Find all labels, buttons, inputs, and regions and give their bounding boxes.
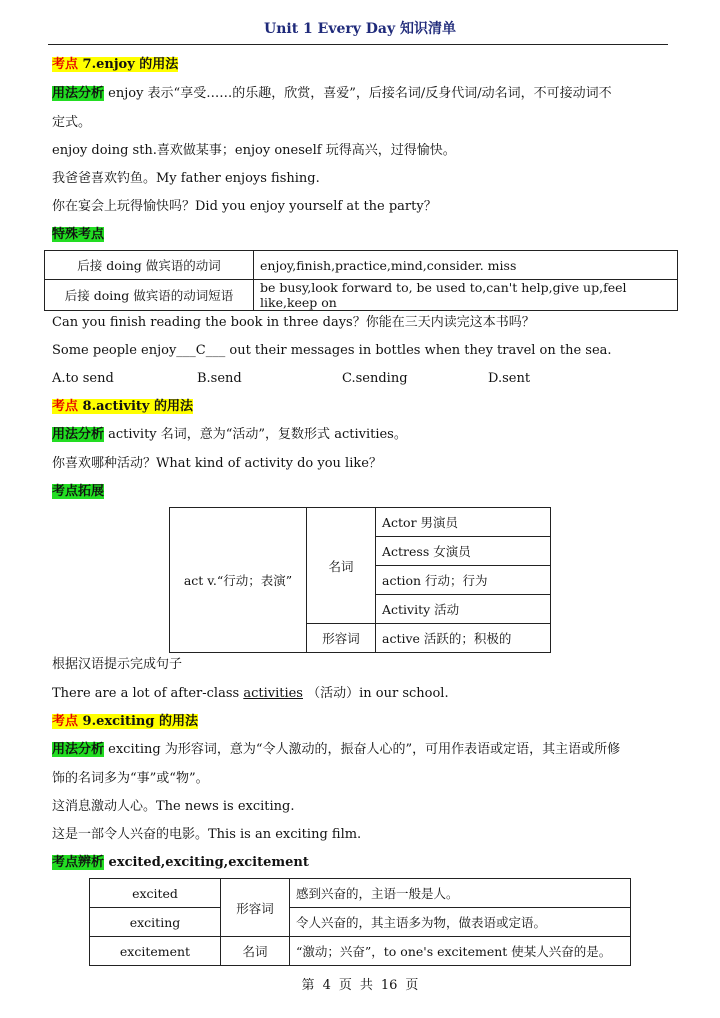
section-7-title: 7.enjoy 的用法 bbox=[78, 57, 179, 72]
section-9-title-highlight bbox=[52, 714, 198, 729]
option-d: D.sent bbox=[488, 371, 531, 386]
doing-verbs-table bbox=[44, 250, 678, 311]
act-word-family-table bbox=[169, 507, 551, 653]
table-cell-value: Activity 活动 bbox=[376, 595, 551, 624]
option-a: A.to send bbox=[52, 371, 114, 386]
option-b: B.send bbox=[197, 371, 242, 386]
section-7-title-highlight bbox=[52, 57, 178, 72]
example-line: 你在宴会上玩得愉快吗？Did you enjoy yourself at the party？ bbox=[52, 199, 437, 214]
example-line: 我爸爸喜欢钓鱼。My father enjoys fishing. bbox=[52, 171, 320, 186]
current-page: 4 bbox=[322, 978, 331, 993]
footer-text: 页 bbox=[405, 978, 419, 993]
special-tag: 特殊考点 bbox=[52, 227, 105, 242]
table-row bbox=[45, 251, 678, 280]
section-8-title: 8.activity 的用法 bbox=[78, 399, 193, 414]
example-line: 这消息激动人心。The news is exciting. bbox=[52, 799, 295, 814]
task-instruction: 根据汉语提示完成句子 bbox=[52, 657, 183, 672]
table-row bbox=[170, 508, 551, 537]
option-c: C.sending bbox=[342, 371, 408, 386]
adj-label-cell: 形容词 bbox=[307, 624, 376, 653]
table-cell-value: enjoy,finish,practice,mind,consider. miss bbox=[254, 251, 678, 280]
example-line: 这是一部令人兴奋的电影。This is an exciting film. bbox=[52, 827, 362, 842]
meaning-cell: 令人兴奋的，其主语多为物，做表语或定语。 bbox=[290, 908, 631, 937]
example-line: enjoy doing sth.喜欢做某事；enjoy oneself 玩得高兴，过得愉快。 bbox=[52, 143, 456, 158]
kaodian-label: 考点 bbox=[52, 714, 79, 729]
analysis-tag: 用法分析 bbox=[52, 742, 105, 757]
section-9-analysis-cont: 饰的名词多为“事”或“物”。 bbox=[52, 771, 209, 786]
answer-blank: activities bbox=[243, 686, 303, 701]
example-line: 你喜欢哪种活动？What kind of activity do you like？ bbox=[52, 456, 382, 471]
section-7-heading bbox=[52, 55, 672, 75]
analysis-tag: 用法分析 bbox=[52, 427, 105, 442]
section-7-analysis bbox=[52, 84, 672, 104]
table-cell-value: Actor 男演员 bbox=[376, 508, 551, 537]
sentence-end: （活动）in our school. bbox=[302, 686, 449, 701]
section-7-analysis-cont: 定式。 bbox=[52, 115, 92, 130]
section-9-analysis bbox=[52, 740, 672, 760]
footer-text: 共 bbox=[359, 978, 373, 993]
page-footer bbox=[0, 974, 720, 993]
analysis-text: exciting 为形容词，意为“令人激动的，振奋人心的”，可用作表语或定语，其主语或所修 bbox=[104, 742, 621, 757]
word-cell: excited bbox=[90, 879, 221, 908]
analysis-text: activity 名词，意为“活动”，复数形式 activities。 bbox=[104, 427, 407, 442]
page-title: Unit 1 Every Day 知识清单 bbox=[264, 21, 456, 37]
total-pages: 16 bbox=[380, 978, 398, 993]
kaodian-label: 考点 bbox=[52, 57, 79, 72]
compare-words: excited,exciting,excitement bbox=[104, 855, 309, 870]
pos-cell: 名词 bbox=[221, 937, 290, 966]
root-word-cell: act v.“行动；表演” bbox=[170, 508, 307, 653]
table-row bbox=[90, 937, 631, 966]
table-cell-value: action 行动；行为 bbox=[376, 566, 551, 595]
table-cell-value: Actress 女演员 bbox=[376, 537, 551, 566]
meaning-cell: “激动；兴奋”，to one's excitement 使某人兴奋的是。 bbox=[290, 937, 631, 966]
noun-label-cell: 名词 bbox=[307, 508, 376, 624]
table-cell-label: 后接 doing 做宾语的动词短语 bbox=[45, 280, 254, 311]
meaning-cell: 感到兴奋的，主语一般是人。 bbox=[290, 879, 631, 908]
exercise-question: Some people enjoy___C___ out their messages in bottles when they travel on the sea. bbox=[52, 343, 612, 358]
table-row bbox=[90, 908, 631, 937]
kaodian-label: 考点 bbox=[52, 399, 79, 414]
word-cell: excitement bbox=[90, 937, 221, 966]
table-row bbox=[90, 879, 631, 908]
table-cell-value: active 活跃的；积极的 bbox=[376, 624, 551, 653]
expand-tag-line bbox=[52, 482, 672, 502]
pos-cell: 形容词 bbox=[221, 879, 290, 937]
section-8-heading bbox=[52, 397, 672, 417]
section-8-analysis bbox=[52, 425, 672, 445]
analysis-text: enjoy 表示“享受……的乐趣，欣赏，喜爱”，后接名词/反身代词/动名词，不可接动词不 bbox=[104, 86, 612, 101]
fill-in-sentence bbox=[52, 684, 672, 704]
footer-text: 第 bbox=[301, 978, 315, 993]
header-rule bbox=[48, 44, 668, 45]
sentence-start: There are a lot of after-class bbox=[52, 686, 244, 701]
example-line: Can you finish reading the book in three days？你能在三天内读完这本书吗？ bbox=[52, 315, 535, 330]
section-9-heading bbox=[52, 712, 672, 732]
table-cell-value: be busy,look forward to, be used to,can't help,give up,feel like,keep on bbox=[254, 280, 678, 311]
word-cell: exciting bbox=[90, 908, 221, 937]
table-row bbox=[45, 280, 678, 311]
analysis-tag: 用法分析 bbox=[52, 86, 105, 101]
compare-tag: 考点辨析 bbox=[52, 855, 105, 870]
expand-tag: 考点拓展 bbox=[52, 484, 105, 499]
section-8-title-highlight bbox=[52, 399, 193, 414]
compare-tag-line bbox=[52, 853, 672, 873]
footer-text: 页 bbox=[338, 978, 352, 993]
excite-compare-table bbox=[89, 878, 631, 966]
section-9-title: 9.exciting 的用法 bbox=[78, 714, 198, 729]
special-tag-line bbox=[52, 225, 672, 245]
table-cell-label: 后接 doing 做宾语的动词 bbox=[45, 251, 254, 280]
